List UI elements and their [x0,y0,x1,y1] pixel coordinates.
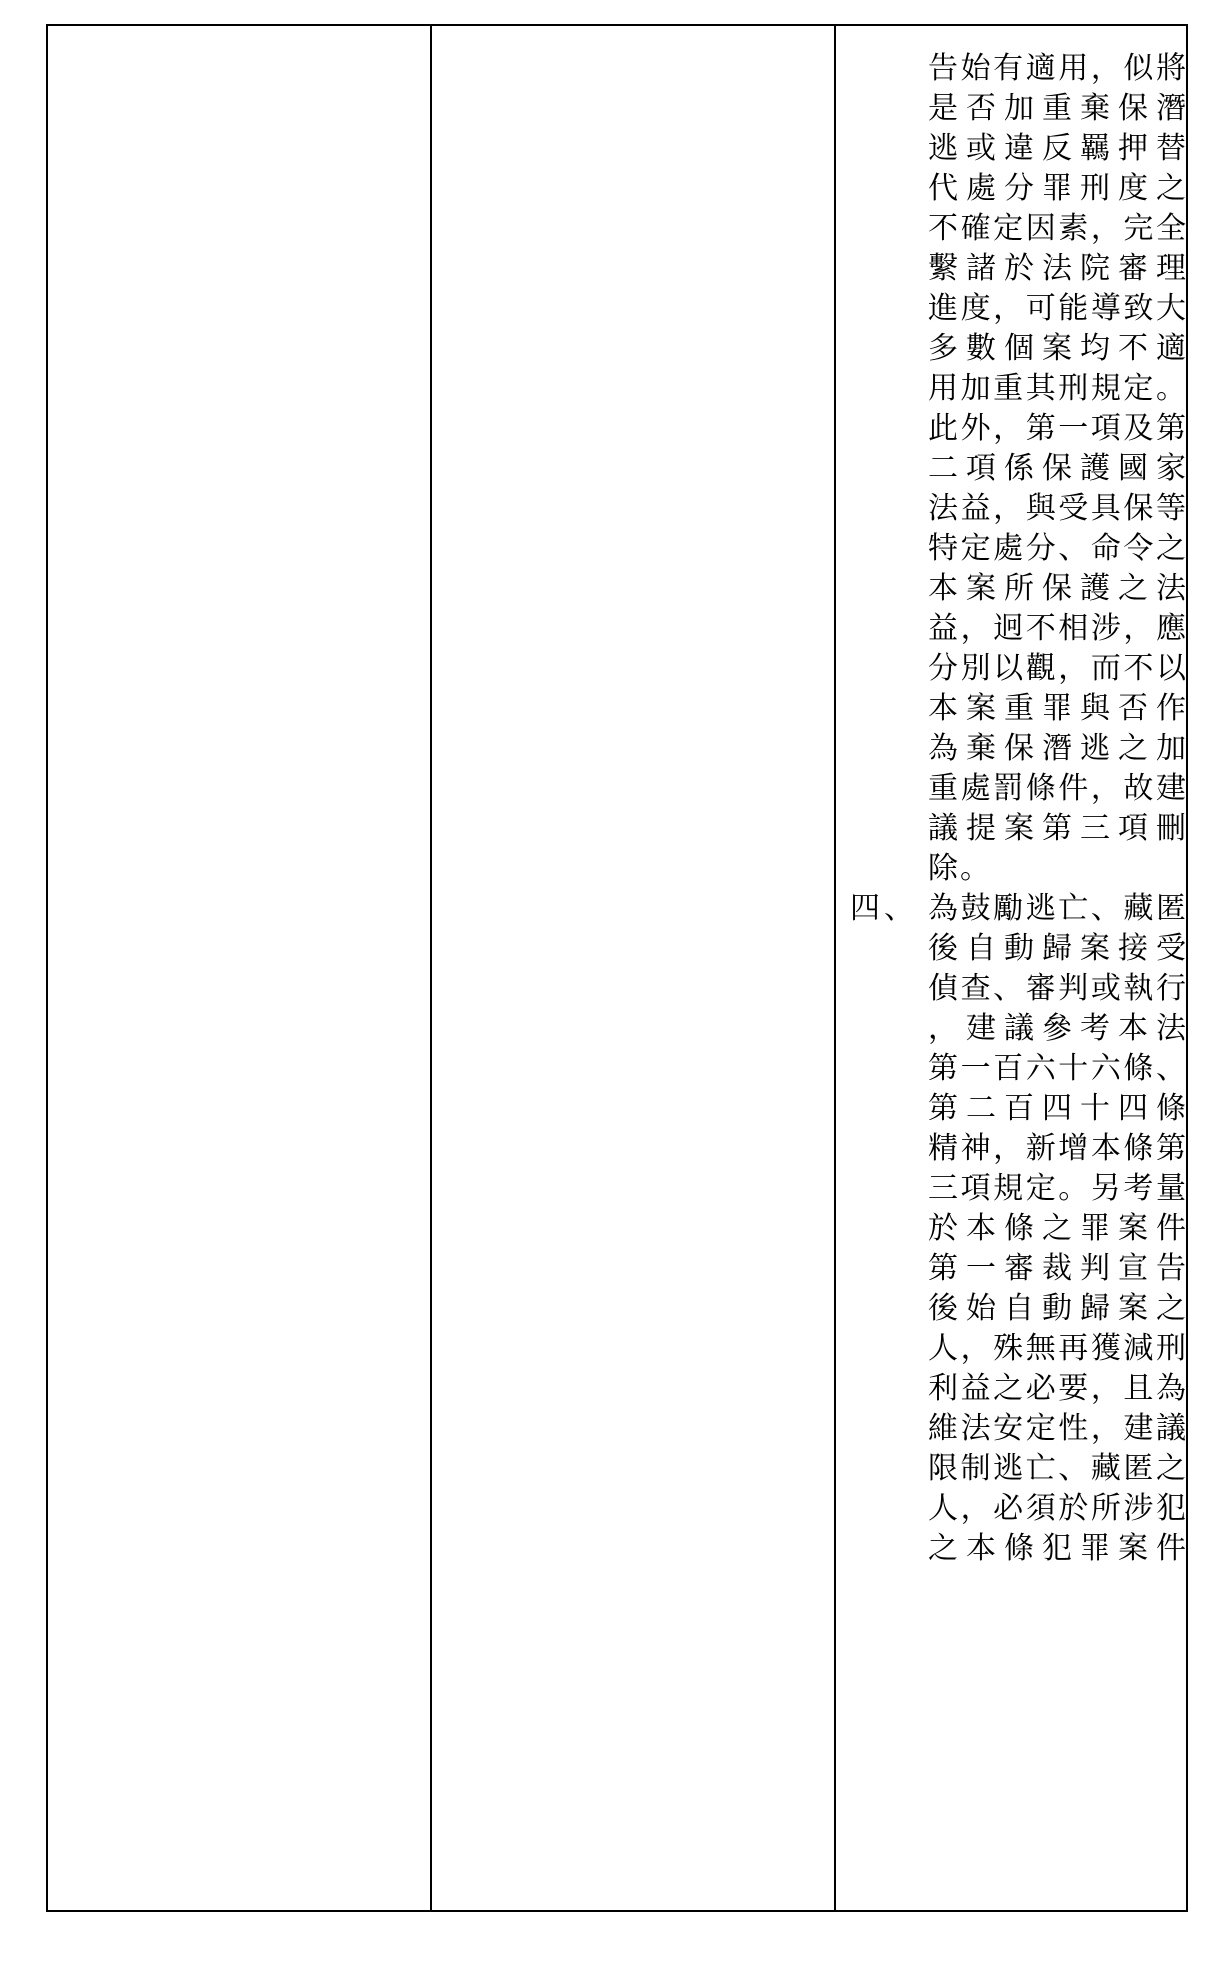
line-text: 是否加重棄保潛 [928,91,1188,126]
line-text: 維法安定性，建議 [928,1411,1188,1446]
line-text: 人，必須於所涉犯 [928,1491,1188,1526]
line-text: 多數個案均不適 [928,331,1188,366]
line-text: 限制逃亡、藏匿之 [928,1451,1188,1486]
line-text: 人，殊無再獲減刑 [928,1331,1188,1366]
line-text: 本案重罪與否作 [928,691,1188,726]
line-text: 進度，可能導致大 [928,291,1188,326]
line-text: 逃或違反羈押替 [928,131,1188,166]
line-text: 為鼓勵逃亡、藏匿 [928,891,1188,926]
line-text: 不確定因素，完全 [928,211,1188,246]
line-text: 利益之必要，且為 [928,1371,1188,1406]
line-text: 第二百四十四條 [928,1091,1188,1126]
line-text: 除。 [928,851,992,886]
line-text: 三項規定。另考量 [928,1171,1188,1206]
line-text: 繫諸於法院審理 [928,251,1188,286]
line-text: 偵查、審判或執行 [928,971,1188,1006]
line-text: 重處罰條件，故建 [928,771,1188,806]
column-divider-left [430,26,432,1910]
column-divider-right [834,26,836,1910]
line-text: 第一百六十六條、 [928,1051,1188,1086]
line-text: 後自動歸案接受 [928,931,1188,966]
line-text: 益，迥不相涉，應 [928,611,1188,646]
line-text: 於本條之罪案件 [928,1211,1188,1246]
explanation-column [838,26,1188,1910]
line-text: 代處分罪刑度之 [928,171,1188,206]
document-table [46,24,1188,1912]
line-text: 後始自動歸案之 [928,1291,1188,1326]
line-text: 此外，第一項及第 [928,411,1188,446]
line-text: 二項係保護國家 [928,451,1188,486]
list-marker: 四、 [850,891,918,926]
line-text: 法益，與受具保等 [928,491,1188,526]
text-line [838,1524,1188,1574]
line-text: 第一審裁判宣告 [928,1251,1188,1286]
line-text: ，建議參考本法 [928,1011,1188,1046]
line-text: 之本條犯罪案件 [928,1531,1188,1566]
line-text: 為棄保潛逃之加 [928,731,1188,766]
line-text: 本案所保護之法 [928,571,1188,606]
line-text: 用加重其刑規定。 [928,371,1188,406]
line-text: 告始有適用，似將 [928,51,1188,86]
line-text: 分別以觀，而不以 [928,651,1188,686]
line-text: 議提案第三項刪 [928,811,1188,846]
line-text: 精神，新增本條第 [928,1131,1188,1166]
line-text: 特定處分、命令之 [928,531,1188,566]
